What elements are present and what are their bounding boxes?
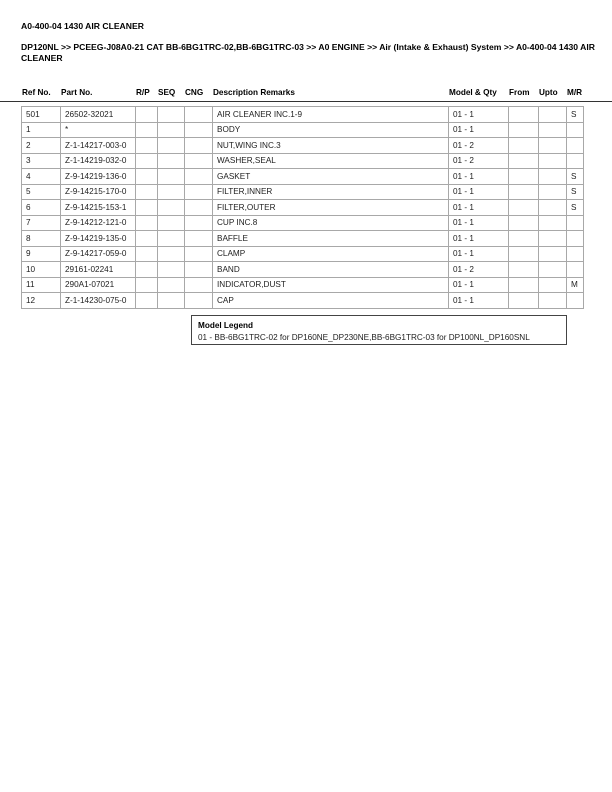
cell-cng [185, 122, 213, 138]
cell-from [509, 215, 539, 231]
cell-mr: S [567, 107, 584, 123]
cell-ref-no: 9 [22, 246, 61, 262]
breadcrumb: DP120NL >> PCEEG-J08A0-21 CAT BB-6BG1TRC-02,BB-6BG1TRC-03 >> A0 ENGINE >> Air (Intake & Exhaust) System >> A0-400-04 1430 AIR CLEANER [21, 42, 595, 63]
cell-model-qty: 01 - 1 [449, 200, 509, 216]
cell-ref-no: 7 [22, 215, 61, 231]
table-row [22, 231, 584, 247]
cell-part-no: 290A1-07021 [61, 277, 136, 293]
table-row [22, 293, 584, 309]
cell-ref-no: 8 [22, 231, 61, 247]
cell-rp [136, 122, 158, 138]
table-row [22, 122, 584, 138]
cell-description: GASKET [213, 169, 449, 185]
cell-rp [136, 262, 158, 278]
cell-from [509, 153, 539, 169]
cell-upto [539, 293, 567, 309]
model-legend [191, 315, 567, 345]
cell-from [509, 200, 539, 216]
cell-seq [158, 122, 185, 138]
table-row [22, 262, 584, 278]
cell-from [509, 277, 539, 293]
cell-model-qty: 01 - 1 [449, 246, 509, 262]
cell-model-qty: 01 - 1 [449, 169, 509, 185]
cell-mr [567, 215, 584, 231]
cell-rp [136, 277, 158, 293]
cell-seq [158, 153, 185, 169]
cell-description: BODY [213, 122, 449, 138]
cell-model-qty: 01 - 1 [449, 184, 509, 200]
cell-ref-no: 2 [22, 138, 61, 154]
cell-model-qty: 01 - 1 [449, 277, 509, 293]
cell-mr: S [567, 200, 584, 216]
cell-rp [136, 153, 158, 169]
table-row [22, 138, 584, 154]
cell-from [509, 184, 539, 200]
cell-rp [136, 215, 158, 231]
cell-mr [567, 138, 584, 154]
table-row [22, 215, 584, 231]
cell-cng [185, 246, 213, 262]
cell-cng [185, 153, 213, 169]
cell-model-qty: 01 - 2 [449, 262, 509, 278]
cell-upto [539, 262, 567, 278]
cell-mr [567, 246, 584, 262]
table-row [22, 277, 584, 293]
header-description: Description Remarks [213, 88, 295, 97]
cell-seq [158, 169, 185, 185]
cell-seq [158, 262, 185, 278]
cell-from [509, 293, 539, 309]
cell-seq [158, 107, 185, 123]
document-title: A0-400-04 1430 AIR CLEANER [21, 21, 144, 31]
cell-mr: M [567, 277, 584, 293]
cell-description: FILTER,OUTER [213, 200, 449, 216]
cell-rp [136, 169, 158, 185]
cell-cng [185, 138, 213, 154]
cell-model-qty: 01 - 1 [449, 293, 509, 309]
cell-description: WASHER,SEAL [213, 153, 449, 169]
cell-mr [567, 262, 584, 278]
header-rp: R/P [136, 88, 150, 97]
cell-upto [539, 122, 567, 138]
cell-mr: S [567, 184, 584, 200]
cell-description: BAND [213, 262, 449, 278]
cell-ref-no: 12 [22, 293, 61, 309]
cell-ref-no: 4 [22, 169, 61, 185]
cell-from [509, 122, 539, 138]
cell-from [509, 138, 539, 154]
cell-upto [539, 153, 567, 169]
cell-part-no: Z-9-14212-121-0 [61, 215, 136, 231]
cell-upto [539, 184, 567, 200]
table-row [22, 184, 584, 200]
cell-from [509, 262, 539, 278]
header-from: From [509, 88, 530, 97]
cell-upto [539, 200, 567, 216]
cell-ref-no: 1 [22, 122, 61, 138]
cell-cng [185, 107, 213, 123]
cell-ref-no: 6 [22, 200, 61, 216]
legend-title: Model Legend [198, 321, 254, 330]
cell-rp [136, 231, 158, 247]
cell-part-no: * [61, 122, 136, 138]
cell-mr [567, 153, 584, 169]
cell-rp [136, 246, 158, 262]
table-row [22, 107, 584, 123]
cell-part-no: Z-9-14217-059-0 [61, 246, 136, 262]
cell-description: CLAMP [213, 246, 449, 262]
cell-cng [185, 200, 213, 216]
cell-part-no: Z-9-14215-153-1 [61, 200, 136, 216]
cell-description: NUT,WING INC.3 [213, 138, 449, 154]
cell-seq [158, 184, 185, 200]
cell-cng [185, 277, 213, 293]
cell-cng [185, 231, 213, 247]
cell-cng [185, 184, 213, 200]
cell-ref-no: 501 [22, 107, 61, 123]
cell-upto [539, 138, 567, 154]
cell-ref-no: 11 [22, 277, 61, 293]
header-cng: CNG [185, 88, 204, 97]
cell-description: CUP INC.8 [213, 215, 449, 231]
cell-part-no: 26502-32021 [61, 107, 136, 123]
table-row [22, 153, 584, 169]
cell-mr [567, 122, 584, 138]
cell-cng [185, 169, 213, 185]
cell-description: FILTER,INNER [213, 184, 449, 200]
cell-description: INDICATOR,DUST [213, 277, 449, 293]
cell-ref-no: 5 [22, 184, 61, 200]
table-row [22, 200, 584, 216]
cell-seq [158, 138, 185, 154]
cell-mr [567, 231, 584, 247]
cell-description: CAP [213, 293, 449, 309]
cell-model-qty: 01 - 1 [449, 122, 509, 138]
cell-part-no: Z-1-14230-075-0 [61, 293, 136, 309]
cell-from [509, 169, 539, 185]
cell-from [509, 246, 539, 262]
cell-seq [158, 200, 185, 216]
cell-model-qty: 01 - 2 [449, 138, 509, 154]
legend-entry: 01 - BB-6BG1TRC-02 for DP160NE_DP230NE,BB-6BG1TRC-03 for DP100NL_DP160SNL [198, 333, 530, 342]
cell-upto [539, 231, 567, 247]
cell-ref-no: 10 [22, 262, 61, 278]
cell-part-no: Z-1-14219-032-0 [61, 153, 136, 169]
header-seq: SEQ [158, 88, 176, 97]
cell-from [509, 231, 539, 247]
parts-table [21, 106, 584, 309]
header-ref-no: Ref No. [22, 88, 51, 97]
cell-upto [539, 107, 567, 123]
cell-description: AIR CLEANER INC.1-9 [213, 107, 449, 123]
table-row [22, 169, 584, 185]
cell-seq [158, 277, 185, 293]
cell-part-no: Z-9-14219-136-0 [61, 169, 136, 185]
cell-part-no: Z-9-14215-170-0 [61, 184, 136, 200]
header-model-qty: Model & Qty [449, 88, 497, 97]
cell-cng [185, 215, 213, 231]
cell-upto [539, 246, 567, 262]
cell-cng [185, 262, 213, 278]
cell-upto [539, 277, 567, 293]
table-row [22, 246, 584, 262]
cell-rp [136, 200, 158, 216]
cell-rp [136, 293, 158, 309]
header-mr: M/R [567, 88, 583, 97]
cell-upto [539, 215, 567, 231]
cell-mr: S [567, 169, 584, 185]
cell-seq [158, 293, 185, 309]
header-part-no: Part No. [61, 88, 93, 97]
cell-seq [158, 215, 185, 231]
header-divider [0, 101, 612, 102]
cell-model-qty: 01 - 1 [449, 231, 509, 247]
cell-model-qty: 01 - 2 [449, 153, 509, 169]
cell-part-no: Z-1-14217-003-0 [61, 138, 136, 154]
cell-description: BAFFLE [213, 231, 449, 247]
cell-upto [539, 169, 567, 185]
cell-rp [136, 138, 158, 154]
cell-rp [136, 184, 158, 200]
cell-rp [136, 107, 158, 123]
cell-ref-no: 3 [22, 153, 61, 169]
cell-model-qty: 01 - 1 [449, 107, 509, 123]
cell-model-qty: 01 - 1 [449, 215, 509, 231]
cell-seq [158, 231, 185, 247]
cell-from [509, 107, 539, 123]
cell-cng [185, 293, 213, 309]
cell-mr [567, 293, 584, 309]
header-upto: Upto [539, 88, 558, 97]
cell-part-no: 29161-02241 [61, 262, 136, 278]
cell-part-no: Z-9-14219-135-0 [61, 231, 136, 247]
cell-seq [158, 246, 185, 262]
